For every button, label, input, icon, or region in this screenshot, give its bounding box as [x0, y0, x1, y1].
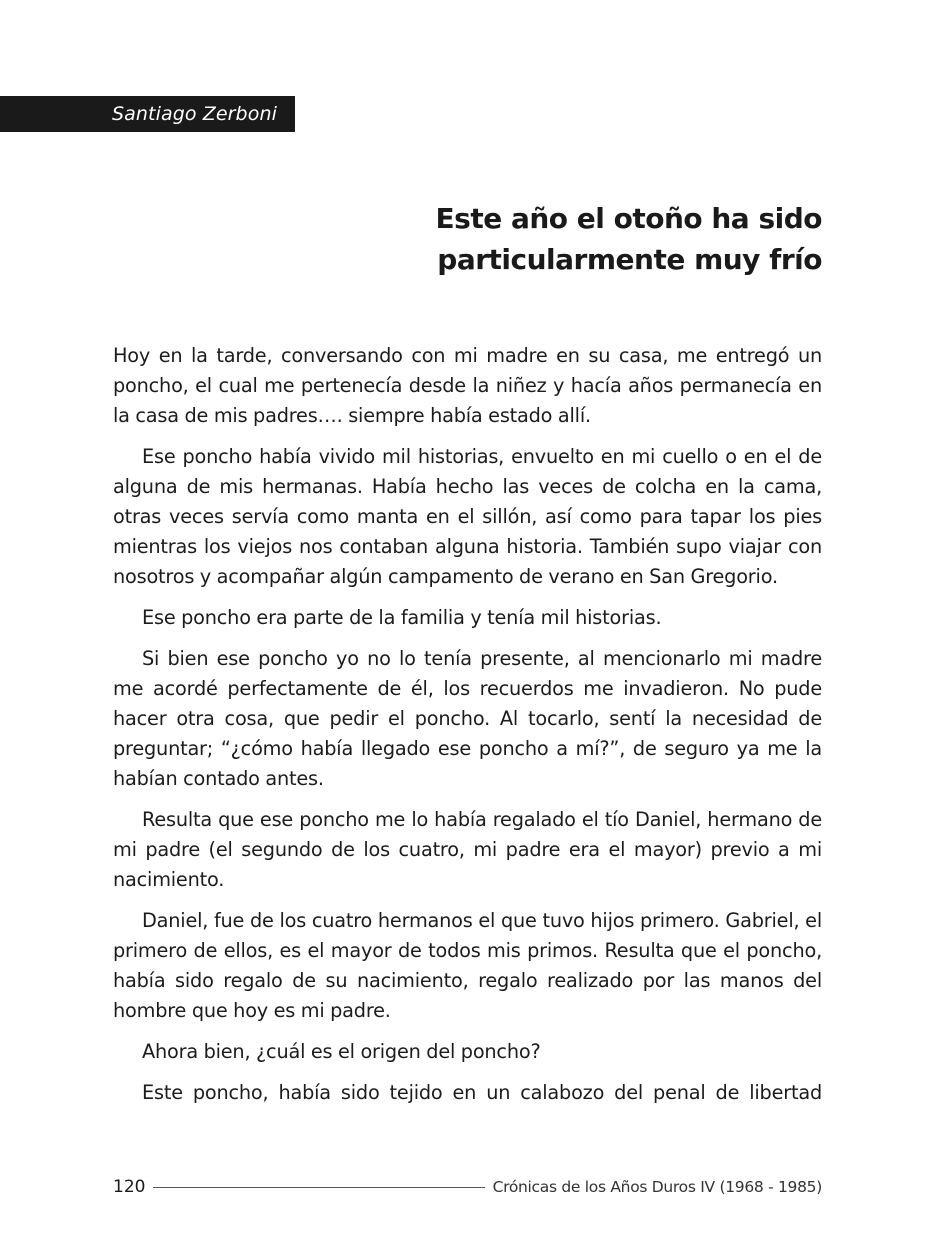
- footer-divider: [153, 1187, 484, 1188]
- paragraph-4: Si bien ese poncho yo no lo tenía presente, al mencionarlo mi madre me acordé perfectamente de él, los recuerdos me invadieron. No pude hacer otra cosa, que pedir el poncho. Al tocarlo, sentí la necesidad de preguntar; “¿cómo había llegado ese poncho a mí?”, de seguro ya me la habían contado antes.: [113, 647, 822, 790]
- chapter-title: [262, 198, 822, 280]
- paragraph-5: Resulta que ese poncho me lo había regalado el tío Daniel, hermano de mi padre (el segundo de los cuatro, mi padre era el mayor) previo a mi nacimiento.: [113, 808, 822, 891]
- page-number: 120: [113, 1177, 146, 1197]
- author-header-tab: [0, 96, 295, 132]
- paragraph-1: Hoy en la tarde, conversando con mi madre en su casa, me entregó un poncho, el cual me pertenecía desde la niñez y hacía años permanecía en la casa de mis padres…. siempre había estado allí.: [113, 344, 822, 427]
- page-footer: [113, 1174, 822, 1200]
- book-title: Crónicas de los Años Duros IV (1968 - 1985): [492, 1178, 822, 1196]
- paragraph-2: Ese poncho había vivido mil historias, envuelto en mi cuello o en el de alguna de mis hermanas. Había hecho las veces de colcha en la cama, otras veces servía como manta en el sillón, así como para tapar los pies mientras los viejos nos contaban alguna historia. También supo viajar con nosotros y acompañar algún campamento de verano en San Gregorio.: [113, 445, 822, 588]
- chapter-title-line-1: Este año el otoño ha sido: [435, 202, 822, 235]
- paragraph-8: Este poncho, había sido tejido en un calabozo del penal de libertad: [142, 1081, 822, 1104]
- chapter-body: [113, 341, 822, 1119]
- author-name: Santiago Zerboni: [112, 103, 277, 125]
- chapter-title-line-2: particularmente muy frío: [437, 243, 822, 276]
- paragraph-7: Ahora bien, ¿cuál es el origen del poncho?: [142, 1040, 541, 1063]
- paragraph-6: Daniel, fue de los cuatro hermanos el que tuvo hijos primero. Gabriel, el primero de ellos, es el mayor de todos mis primos. Resulta que el poncho, había sido regalo de su nacimiento, regalo realizado por las manos del hombre que hoy es mi padre.: [113, 909, 822, 1022]
- paragraph-3: Ese poncho era parte de la familia y tenía mil historias.: [142, 606, 662, 629]
